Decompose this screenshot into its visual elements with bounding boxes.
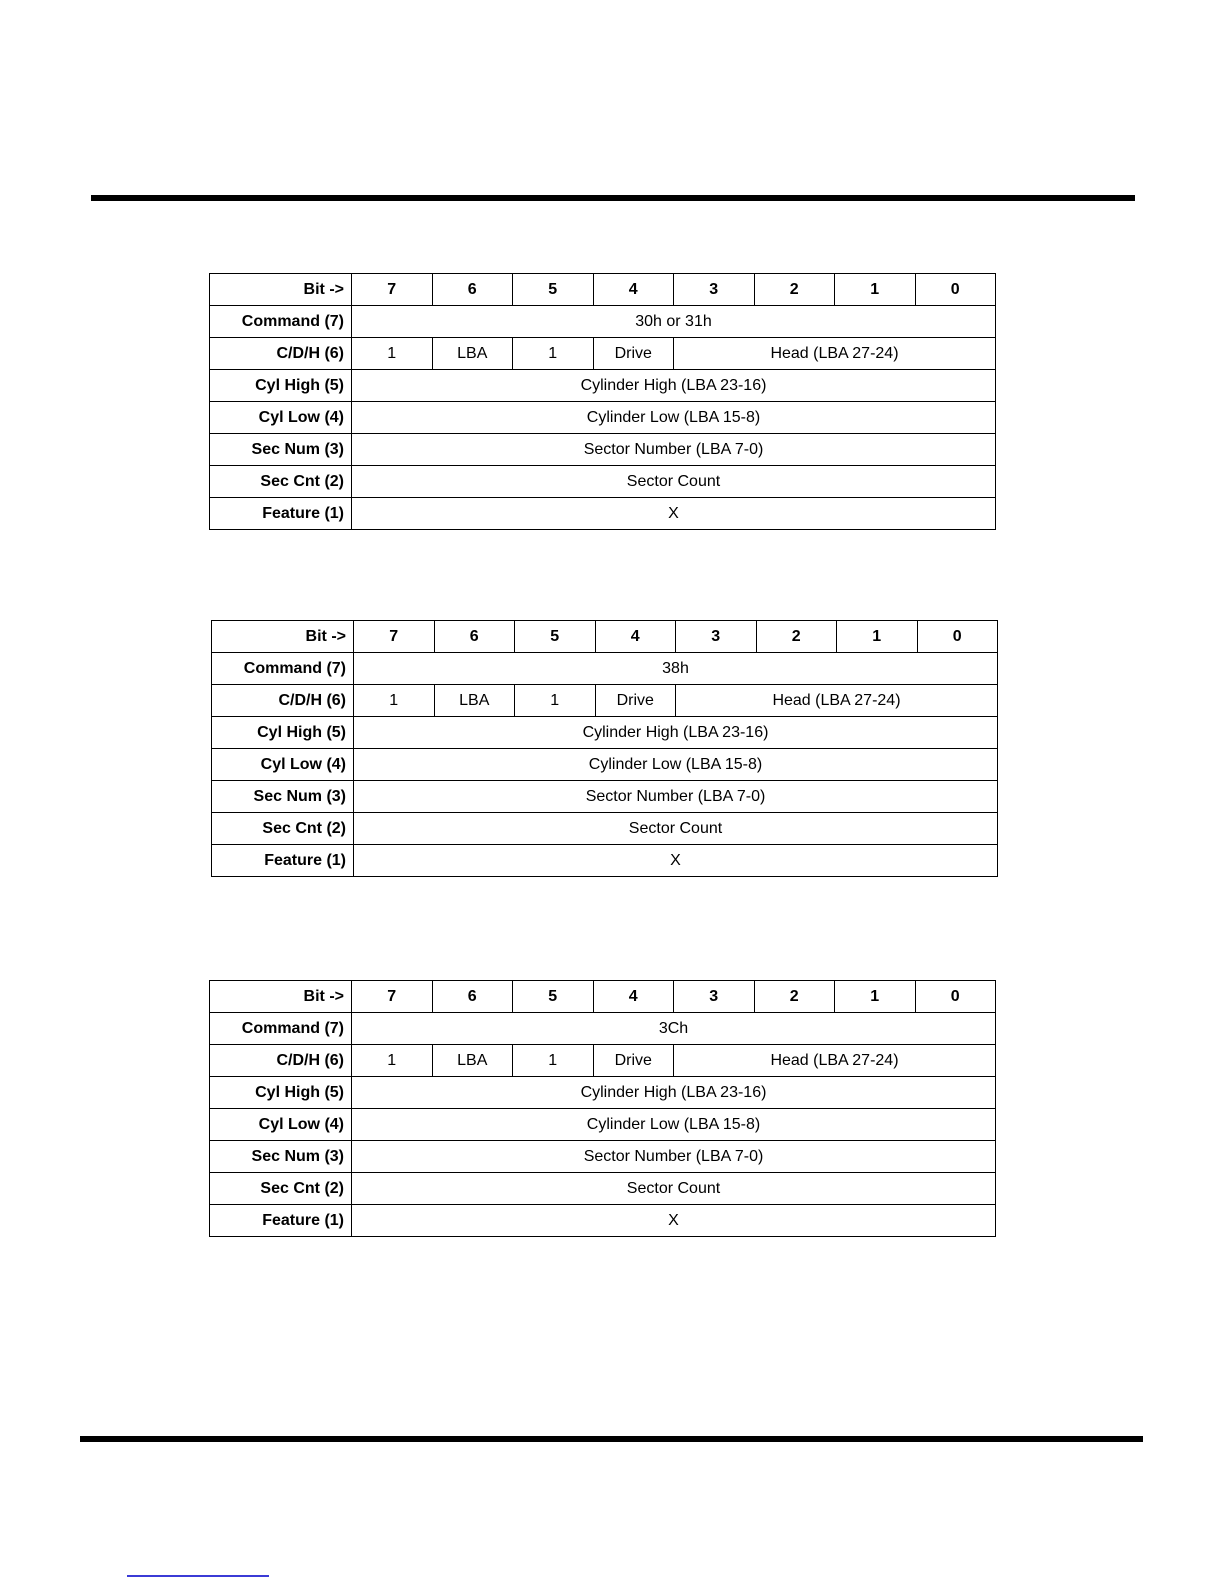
cdh-row — [210, 1045, 996, 1077]
cdh-head: Head (LBA 27-24) — [674, 338, 996, 370]
bit-4: 4 — [595, 621, 676, 653]
feature-row — [212, 845, 998, 877]
header-rule — [91, 195, 1135, 201]
cyl-high-row — [210, 370, 996, 402]
feature-label: Feature (1) — [210, 498, 352, 530]
feature-value: X — [354, 845, 998, 877]
cdh-bit4: Drive — [593, 1045, 674, 1077]
bit-header-row — [210, 981, 996, 1013]
command-row — [210, 306, 996, 338]
cdh-bit6: LBA — [434, 685, 515, 717]
sec-cnt-value: Sector Count — [354, 813, 998, 845]
sec-num-row — [210, 1141, 996, 1173]
bit-1: 1 — [837, 621, 918, 653]
sec-cnt-value: Sector Count — [352, 1173, 996, 1205]
sec-num-row — [212, 781, 998, 813]
sec-cnt-value: Sector Count — [352, 466, 996, 498]
cdh-bit4: Drive — [595, 685, 676, 717]
feature-label: Feature (1) — [212, 845, 354, 877]
cyl-low-label: Cyl Low (4) — [212, 749, 354, 781]
cdh-label: C/D/H (6) — [210, 338, 352, 370]
bit-header-label: Bit -> — [210, 274, 352, 306]
bit-0: 0 — [915, 981, 996, 1013]
sec-cnt-row — [210, 466, 996, 498]
cdh-bit7: 1 — [352, 1045, 433, 1077]
cyl-low-value: Cylinder Low (LBA 15-8) — [352, 1109, 996, 1141]
cdh-head: Head (LBA 27-24) — [676, 685, 998, 717]
command-value: 30h or 31h — [352, 306, 996, 338]
cyl-high-row — [210, 1077, 996, 1109]
cyl-low-row — [210, 402, 996, 434]
bit-7: 7 — [352, 981, 433, 1013]
feature-value: X — [352, 498, 996, 530]
cdh-label: C/D/H (6) — [212, 685, 354, 717]
command-row — [212, 653, 998, 685]
command-row — [210, 1013, 996, 1045]
register-table-1 — [209, 273, 996, 530]
register-table-3 — [209, 980, 996, 1237]
bit-5: 5 — [513, 981, 594, 1013]
cdh-row — [212, 685, 998, 717]
bit-6: 6 — [432, 274, 513, 306]
command-label: Command (7) — [210, 1013, 352, 1045]
cdh-bit6: LBA — [432, 1045, 513, 1077]
feature-label: Feature (1) — [210, 1205, 352, 1237]
cyl-low-value: Cylinder Low (LBA 15-8) — [354, 749, 998, 781]
bit-5: 5 — [515, 621, 596, 653]
bit-header-label: Bit -> — [210, 981, 352, 1013]
footer-rule — [80, 1436, 1143, 1442]
cyl-high-value: Cylinder High (LBA 23-16) — [354, 717, 998, 749]
bit-7: 7 — [354, 621, 435, 653]
bit-3: 3 — [676, 621, 757, 653]
sec-num-value: Sector Number (LBA 7-0) — [354, 781, 998, 813]
cyl-low-label: Cyl Low (4) — [210, 1109, 352, 1141]
cdh-row — [210, 338, 996, 370]
register-table-2 — [211, 620, 998, 877]
sec-num-value: Sector Number (LBA 7-0) — [352, 1141, 996, 1173]
sec-cnt-row — [212, 813, 998, 845]
bit-1: 1 — [835, 981, 916, 1013]
cyl-high-label: Cyl High (5) — [210, 370, 352, 402]
cyl-low-row — [210, 1109, 996, 1141]
sec-cnt-label: Sec Cnt (2) — [212, 813, 354, 845]
cyl-low-value: Cylinder Low (LBA 15-8) — [352, 402, 996, 434]
cdh-bit5: 1 — [515, 685, 596, 717]
cyl-high-row — [212, 717, 998, 749]
bit-7: 7 — [352, 274, 433, 306]
bit-2: 2 — [754, 274, 835, 306]
sec-cnt-label: Sec Cnt (2) — [210, 466, 352, 498]
command-label: Command (7) — [212, 653, 354, 685]
bit-header-label: Bit -> — [212, 621, 354, 653]
cdh-bit7: 1 — [354, 685, 435, 717]
bit-6: 6 — [434, 621, 515, 653]
bit-header-row — [210, 274, 996, 306]
cyl-high-label: Cyl High (5) — [210, 1077, 352, 1109]
cyl-low-row — [212, 749, 998, 781]
sec-cnt-row — [210, 1173, 996, 1205]
bit-2: 2 — [756, 621, 837, 653]
bit-4: 4 — [593, 981, 674, 1013]
cyl-high-label: Cyl High (5) — [212, 717, 354, 749]
bit-1: 1 — [835, 274, 916, 306]
bit-3: 3 — [674, 981, 755, 1013]
sec-cnt-label: Sec Cnt (2) — [210, 1173, 352, 1205]
sec-num-value: Sector Number (LBA 7-0) — [352, 434, 996, 466]
feature-row — [210, 498, 996, 530]
cdh-bit6: LBA — [432, 338, 513, 370]
bit-4: 4 — [593, 274, 674, 306]
command-value: 38h — [354, 653, 998, 685]
feature-row — [210, 1205, 996, 1237]
feature-value: X — [352, 1205, 996, 1237]
cdh-label: C/D/H (6) — [210, 1045, 352, 1077]
cyl-low-label: Cyl Low (4) — [210, 402, 352, 434]
command-label: Command (7) — [210, 306, 352, 338]
command-value: 3Ch — [352, 1013, 996, 1045]
cdh-bit5: 1 — [513, 338, 594, 370]
sec-num-label: Sec Num (3) — [210, 1141, 352, 1173]
bit-0: 0 — [915, 274, 996, 306]
cyl-high-value: Cylinder High (LBA 23-16) — [352, 1077, 996, 1109]
footer-link-underline[interactable] — [127, 1575, 269, 1577]
bit-5: 5 — [513, 274, 594, 306]
bit-6: 6 — [432, 981, 513, 1013]
cyl-high-value: Cylinder High (LBA 23-16) — [352, 370, 996, 402]
bit-3: 3 — [674, 274, 755, 306]
sec-num-row — [210, 434, 996, 466]
bit-2: 2 — [754, 981, 835, 1013]
cdh-bit4: Drive — [593, 338, 674, 370]
sec-num-label: Sec Num (3) — [212, 781, 354, 813]
cdh-head: Head (LBA 27-24) — [674, 1045, 996, 1077]
bit-0: 0 — [917, 621, 998, 653]
bit-header-row — [212, 621, 998, 653]
sec-num-label: Sec Num (3) — [210, 434, 352, 466]
cdh-bit5: 1 — [513, 1045, 594, 1077]
cdh-bit7: 1 — [352, 338, 433, 370]
